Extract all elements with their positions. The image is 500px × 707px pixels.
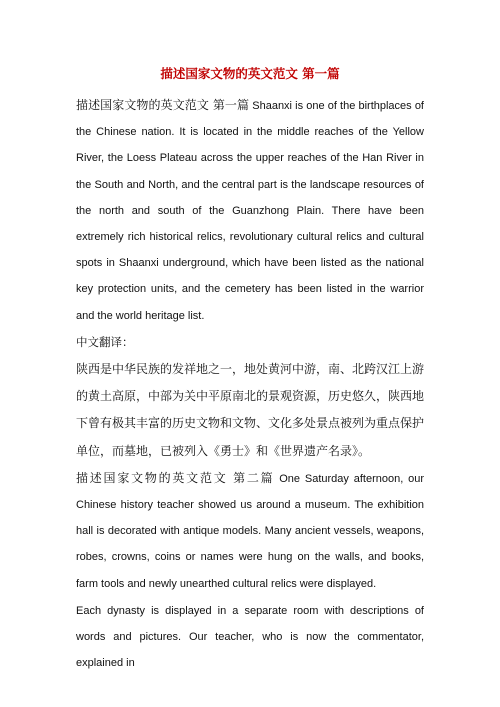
paragraph-4 [76,465,424,597]
paragraph-2 [76,329,424,356]
paragraph-4-text: One Saturday afternoon, our Chinese history teacher showed us around a museum. The exhibition hall is decorated with antique models. Many ancient vessels, weapons, robes, crowns, coins or names were hung on the walls, and books, farm tools and newly unearthed cultural relics were displayed. [76,472,424,590]
document-title: 描述国家文物的英文范文 第一篇 [160,66,340,81]
translation-label: 中文翻译： [76,334,134,349]
paragraph-5-text: Each dynasty is displayed in a separate room with descriptions of words and pictures. Our teacher, who is now the commentator, explained in [76,604,424,670]
paragraph-3 [76,356,424,465]
chinese-translation: 陕西是中华民族的发祥地之一，地处黄河中游，南、北跨汉江上游的黄土高原，中部为关中平原南北的景观资源，历史悠久，陕西地下曾有极其丰富的历史文物和文物、文化多处景点被列为重点保护单位，而墓地，已被列入《勇士》和《世界遗产名录》。 [76,362,425,458]
paragraph-1-heading: 描述国家文物的英文范文 第一篇 [76,98,250,112]
paragraph-1-text: Shaanxi is one of the birthplaces of the Chinese nation. It is located in the middle reaches of the Yellow River, the Loess Plateau across the upper reaches of the Han River in the South and North, and the central part is the landscape resources of the north and south of the Guanzhong Plain. There have been extremely rich historical relics, revolutionary cultural relics and cultural spots in Shaanxi underground, which have been listed as the national key protection units, and the cemetery has been listed in the warrior and the world heritage list. [76,100,424,322]
document-body [76,92,424,676]
paragraph-4-heading: 描述国家文物的英文范文 第二篇 [76,470,275,485]
paragraph-1 [76,92,424,329]
paragraph-5 [76,597,424,677]
